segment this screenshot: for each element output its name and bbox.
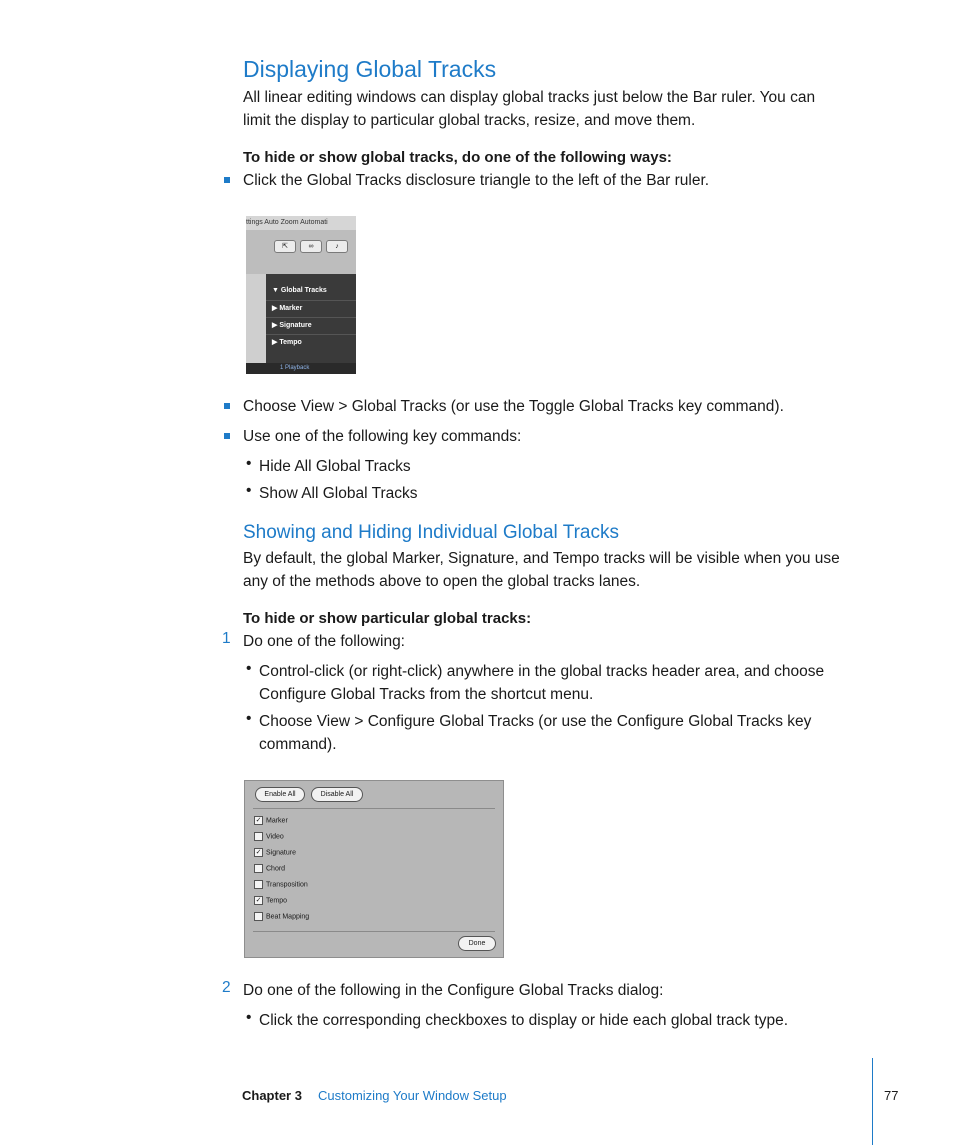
row-label: Signature [279, 322, 312, 329]
checkbox-label: Signature [266, 849, 296, 857]
row-label: Tempo [279, 339, 302, 346]
key-command: Hide All Global Tracks [259, 458, 411, 475]
checkbox-row[interactable] [254, 832, 284, 841]
intro-paragraph [243, 86, 883, 132]
checkbox[interactable] [254, 832, 263, 841]
disable-all-button[interactable]: Disable All [311, 787, 363, 802]
bullet-marker [224, 433, 230, 439]
tool-button: ⇱ [274, 240, 296, 253]
checkbox-row[interactable] [254, 848, 296, 857]
bullet-text: Click the Global Tracks disclosure triangle to the left of the Bar ruler. [243, 172, 710, 189]
sub-bullet-text [259, 710, 869, 756]
task-title: To hide or show global tracks, do one of the following ways: [243, 149, 672, 166]
checkbox[interactable] [254, 912, 263, 921]
checkbox[interactable]: ✓ [255, 817, 262, 824]
checkbox-row[interactable] [254, 880, 308, 889]
marker-row[interactable]: ▶ Marker [272, 305, 303, 312]
done-button[interactable]: Done [458, 936, 496, 951]
sub-bullet-text: Click the corresponding checkboxes to display or hide each global track type. [259, 1012, 789, 1029]
footer-title: Customizing Your Window Setup [318, 1088, 507, 1103]
line: Control-click (or right-click) anywhere in the global tracks header area, and choose [259, 663, 825, 680]
sub-bullet-dot: • [246, 1009, 252, 1026]
row-label: Marker [279, 305, 303, 312]
configure-global-tracks-dialog [244, 780, 504, 958]
step-number: 2 [222, 979, 231, 996]
separator [266, 317, 356, 318]
sub-bullet-text [259, 660, 869, 706]
bullet-text: Choose View > Global Tracks (or use the Toggle Global Tracks key command). [243, 398, 784, 415]
bullet-marker [224, 177, 230, 183]
key-command: Show All Global Tracks [259, 485, 418, 502]
bar-ruler-strip [246, 274, 266, 374]
track-strip: 1 Playback [246, 363, 356, 374]
checkbox-row[interactable] [254, 896, 287, 905]
checkbox-label: Beat Mapping [266, 913, 310, 921]
flex-icon: ♪ [326, 240, 348, 253]
footer-chapter: Chapter 3 [242, 1088, 302, 1103]
separator [266, 300, 356, 301]
checkbox-label: Tempo [266, 897, 288, 905]
bullet-text: Use one of the following key commands: [243, 428, 522, 445]
checkbox[interactable]: ✓ [255, 897, 262, 904]
sub-paragraph [243, 547, 883, 593]
checkbox-row[interactable] [254, 912, 309, 921]
line: command). [259, 736, 337, 753]
checkbox[interactable] [254, 880, 263, 889]
page-number: 77 [884, 1088, 899, 1103]
checkbox-label: Transposition [266, 881, 308, 889]
global-tracks-screenshot [246, 216, 356, 374]
subsection-heading: Showing and Hiding Individual Global Tracks [243, 522, 619, 543]
tempo-row[interactable]: ▶ Tempo [272, 339, 302, 346]
paragraph-line: By default, the global Marker, Signature, and Tempo tracks will be visible when you use [243, 550, 840, 567]
checkbox-row[interactable] [254, 816, 288, 825]
divider [253, 931, 495, 932]
section-heading: Displaying Global Tracks [243, 56, 497, 82]
bullet-marker [224, 403, 230, 409]
checkbox-label: Marker [266, 817, 288, 825]
global-tracks-row[interactable]: ▼ Global Tracks [272, 287, 327, 294]
intro-line: limit the display to particular global tracks, resize, and move them. [243, 112, 696, 129]
link-icon: ∞ [300, 240, 322, 253]
sub-bullet-dot: • [246, 710, 252, 727]
sub-bullet-dot: • [246, 660, 252, 677]
step-number: 1 [222, 630, 231, 647]
sub-bullet-dot: • [246, 455, 252, 472]
button-row [246, 230, 356, 274]
enable-all-button[interactable]: Enable All [255, 787, 305, 802]
intro-line: All linear editing windows can display global tracks just below the Bar ruler. You can [243, 89, 816, 106]
sub-bullet-dot: • [246, 482, 252, 499]
separator [266, 334, 356, 335]
checkbox[interactable] [254, 864, 263, 873]
divider [253, 808, 495, 809]
checkbox[interactable]: ✓ [255, 849, 262, 856]
step-text: Do one of the following in the Configure Global Tracks dialog: [243, 982, 664, 999]
toolbar-strip: ttings Auto Zoom Automati [246, 216, 356, 230]
paragraph-line: any of the methods above to open the global tracks lanes. [243, 573, 641, 590]
footer-rule [872, 1058, 873, 1145]
checkbox-label: Chord [266, 865, 286, 873]
row-label: Global Tracks [280, 287, 327, 294]
signature-row[interactable]: ▶ Signature [272, 322, 312, 329]
checkbox-label: Video [266, 833, 284, 841]
task-title: To hide or show particular global tracks: [243, 610, 532, 627]
checkbox-row[interactable] [254, 864, 285, 873]
line: Choose View > Configure Global Tracks (or use the Configure Global Tracks key [259, 713, 812, 730]
line: Configure Global Tracks from the shortcut menu. [259, 686, 594, 703]
step-text: Do one of the following: [243, 633, 405, 650]
